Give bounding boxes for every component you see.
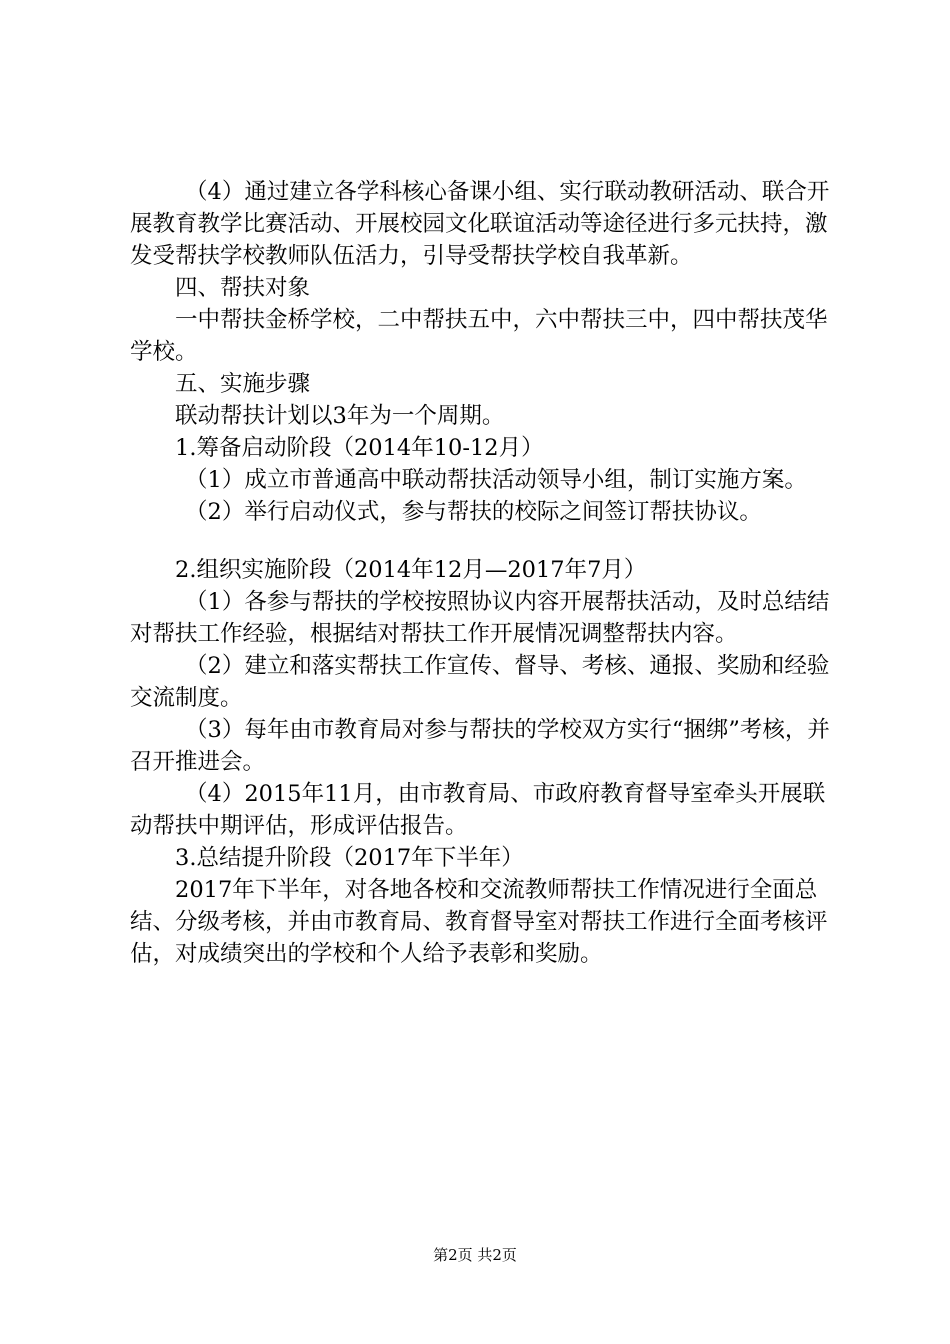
paragraph-stage2-item1: （1）各参与帮扶的学校按照协议内容开展帮扶活动，及时总结结对帮扶工作经验，根据结对帮扶工作开展情况调整帮扶内容。	[130, 589, 830, 647]
paragraph-stage1-item2: （2）举行启动仪式，参与帮扶的校际之间签订帮扶协议。	[185, 499, 762, 525]
stage-heading-implementation: 2.组织实施阶段（2014年12月—2017年7月）	[175, 557, 647, 583]
document-body	[130, 176, 830, 970]
paragraph-assistance-pairs: 一中帮扶金桥学校，二中帮扶五中，六中帮扶三中，四中帮扶茂华学校。	[130, 307, 828, 365]
stage-heading-preparation: 1.筹备启动阶段（2014年10-12月）	[175, 435, 544, 461]
paragraph-stage1-item1: （1）成立市普通高中联动帮扶活动领导小组，制订实施方案。	[185, 467, 807, 493]
paragraph-stage3-body: 2017年下半年，对各地各校和交流教师帮扶工作情况进行全面总结、分级考核，并由市教育局、教育督导室对帮扶工作进行全面考核评估，对成绩突出的学校和个人给予表彰和奖励。	[130, 877, 828, 967]
paragraph-stage2-item4: （4）2015年11月，由市教育局、市政府教育督导室牵头开展联动帮扶中期评估，形成评估报告。	[130, 781, 826, 839]
section-heading-assistance-targets: 四、帮扶对象	[175, 275, 311, 301]
section-heading-implementation-steps: 五、实施步骤	[175, 371, 311, 397]
paragraph-cycle: 联动帮扶计划以3年为一个周期。	[175, 403, 505, 429]
paragraph-stage2-item3: （3）每年由市教育局对参与帮扶的学校双方实行“捆绑”考核，并召开推进会。	[130, 717, 830, 775]
paragraph-stage2-item2: （2）建立和落实帮扶工作宣传、督导、考核、通报、奖励和经验交流制度。	[130, 653, 830, 711]
stage-heading-summary: 3.总结提升阶段（2017年下半年）	[175, 845, 524, 871]
paragraph-item-4-measure: （4）通过建立各学科核心备课小组、实行联动教研活动、联合开展教育教学比赛活动、开展校园文化联谊活动等途径进行多元扶持，激发受帮扶学校教师队伍活力，引导受帮扶学校自我革新。	[130, 179, 830, 269]
page-footer: 第2页 共2页	[433, 1246, 517, 1264]
